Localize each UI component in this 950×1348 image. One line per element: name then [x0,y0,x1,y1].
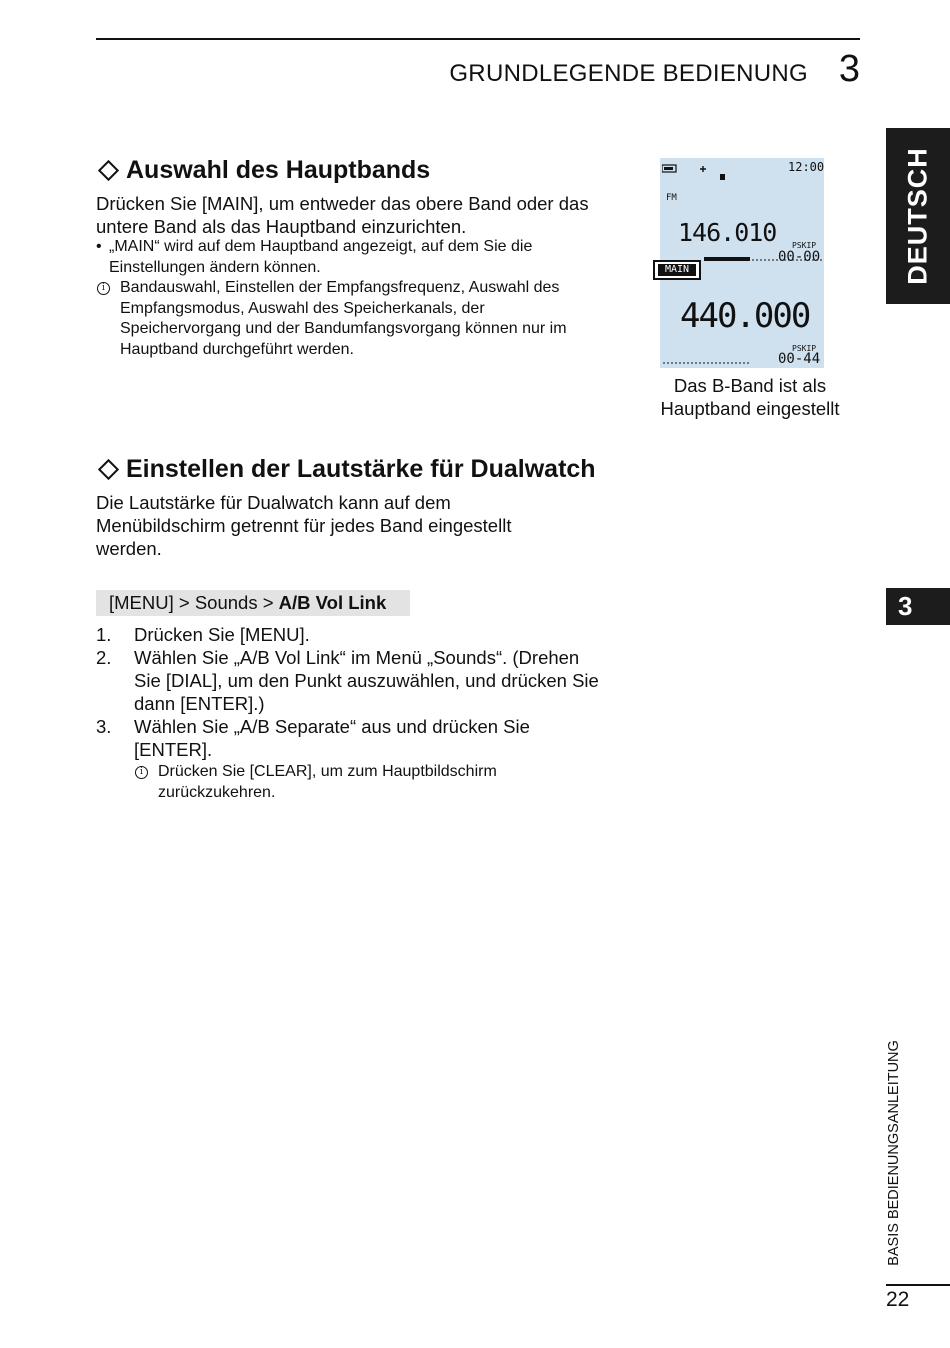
display-caption [640,374,860,420]
step-info-note [134,762,574,803]
frequency-a: 146.010 [678,218,777,247]
section-title: Auswahl des Hauptbands [126,156,431,184]
channel-b: 00-44 [778,351,821,367]
step-number: 2. [96,647,112,668]
step-text: Wählen Sie „A/B Separate“ aus und drücken Sie [ENTER]. [134,716,530,760]
pskip-a: PSKIP [792,241,817,250]
menu-path-item: A/B Vol Link [278,592,387,613]
signal-meter-a [704,255,824,265]
manual-title [884,1042,904,1264]
bullet-note [96,237,586,278]
signal-meter-b [663,360,773,366]
frequency-b: 440.000 [680,296,810,336]
section-title: Einstellen der Lautstärke für Dualwatch [126,455,596,483]
language-tab-label: DEUTSCH [902,147,933,285]
list-item [96,623,636,646]
channel-a: 00-00 [778,249,821,265]
section-intro: Drücken Sie [MAIN], um entweder das obere Band oder das untere Band als das Hauptband einzurichten. [96,193,589,237]
diamond-icon [98,160,119,181]
pskip-b: PSKIP [792,344,817,353]
main-band-badge [653,260,701,280]
step-text: Wählen Sie „A/B Vol Link“ im Menü „Sounds“. (Drehen Sie [DIAL], um den Punkt auszuwählen, und drücken Sie dann [ENTER].) [134,647,599,714]
chapter-number: 3 [838,48,860,90]
list-item [96,646,636,715]
bullet-icon: • [96,238,102,255]
caption-line-2: Hauptband eingestellt [660,398,840,419]
clock: 12:00 [788,160,825,174]
main-badge-label: MAIN [658,264,696,276]
list-item [96,715,636,761]
chapter-title: GRUNDLEGENDE BEDIENUNG [449,60,808,87]
header-rule [96,38,860,40]
bullet-text: „MAIN“ wird auf dem Hauptband angezeigt, auf dem Sie die Einstellungen ändern können. [109,238,533,276]
step-number: 3. [96,716,112,737]
page-number: 22 [886,1288,910,1311]
step-text: Drücken Sie [MENU]. [134,624,310,645]
step-number: 1. [96,624,112,645]
manual-title-text: BASIS BEDIENUNGSANLEITUNG [886,1040,902,1266]
menu-path [96,590,410,616]
info-icon: i [135,766,148,779]
info-text: Bandauswahl, Einstellen der Empfangsfrequenz, Auswahl des Empfangsmodus, Auswahl des Speicherkanals, der Speichervorgang und der Bandumfangsvorgang können nur im Hauptband durchgeführt werden. [120,279,567,358]
info-note [96,278,606,360]
chapter-tab [886,588,950,625]
section-heading-main-band [96,156,430,185]
menu-path-prefix: [MENU] > Sounds > [109,592,279,613]
info-icon: i [97,282,110,295]
chapter-tab-label: 3 [898,591,913,621]
caption-line-1: Das B-Band ist als [673,375,827,396]
section-intro: Die Lautstärke für Dualwatch kann auf dem Menübildschirm getrennt für jedes Band eingestellt werden. [96,492,512,559]
diamond-icon [98,459,119,480]
section-heading-dualwatch-volume [96,455,596,484]
footer-rule [886,1284,950,1286]
info-text: Drücken Sie [CLEAR], um zum Hauptbildschirm zurückzukehren. [158,763,497,801]
mode-indicator: FM [666,193,677,203]
step-list [96,623,636,803]
language-tab [886,128,950,304]
